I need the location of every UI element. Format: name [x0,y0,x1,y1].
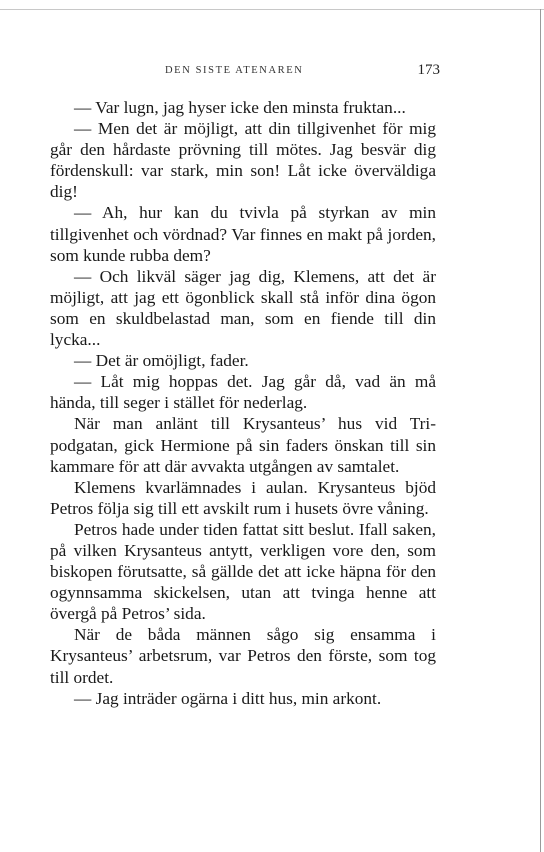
paragraph: — Jag inträder ogärna i ditt hus, min arkont. [74,688,382,708]
paragraph: Petros hade under tiden fattat sitt beslut. Ifall saken, på vilken Krysanteus antytt, verkligen vore den, som biskopen förutsatte, så gällde det att icke häpna för den ogynnsamma skickelsen, utan att tvinga henne att övergå på Petros’ sida. [50,519,436,624]
running-title: DEN SISTE ATENAREN [165,65,304,76]
page-header [60,62,440,82]
right-scan-rule [540,9,541,852]
paragraph: — Var lugn, jag hyser icke den minsta fruktan... [74,98,406,117]
paragraph: — Låt mig hoppas det. Jag går då, vad än må hända, till seger i stället för nederlag. [50,372,436,413]
paragraph: — Men det är möjligt, att din tillgivenhet för mig går den hårdaste prövning till mötes. Jag besvär dig fördenskull: var stark, min son! Låt icke överväldiga dig! [50,119,436,202]
paragraph: — Det är omöjligt, fader. [74,351,249,371]
body-text [50,97,436,709]
page-number: 173 [417,62,440,78]
paragraph: — Ah, hur kan du tvivla på styrkan av min tillgivenhet och vördnad? Var finnes en makt på jorden, som kunde rubba dem? [50,203,436,265]
paragraph: När man anlänt till Krysanteus’ hus vid Tripodgatan, gick Hermione på sin faders önskan till sin kammare för att där avvakta utgången av samtalet. [50,414,436,476]
top-scan-rule [0,9,544,10]
paragraph: När de båda männen sågo sig ensamma i Krysanteus’ arbetsrum, var Petros den förste, som tog till ordet. [50,625,436,687]
paragraph: Klemens kvarlämnades i aulan. Krysanteus bjöd Petros följa sig till ett avskilt rum i husets övre våning. [50,477,436,518]
paragraph: — Och likväl säger jag dig, Klemens, att det är möjligt, att jag ett ögonblick skall stå inför dina ögon som en skuldbelastad man, som en fiende till din lycka... [50,266,436,350]
